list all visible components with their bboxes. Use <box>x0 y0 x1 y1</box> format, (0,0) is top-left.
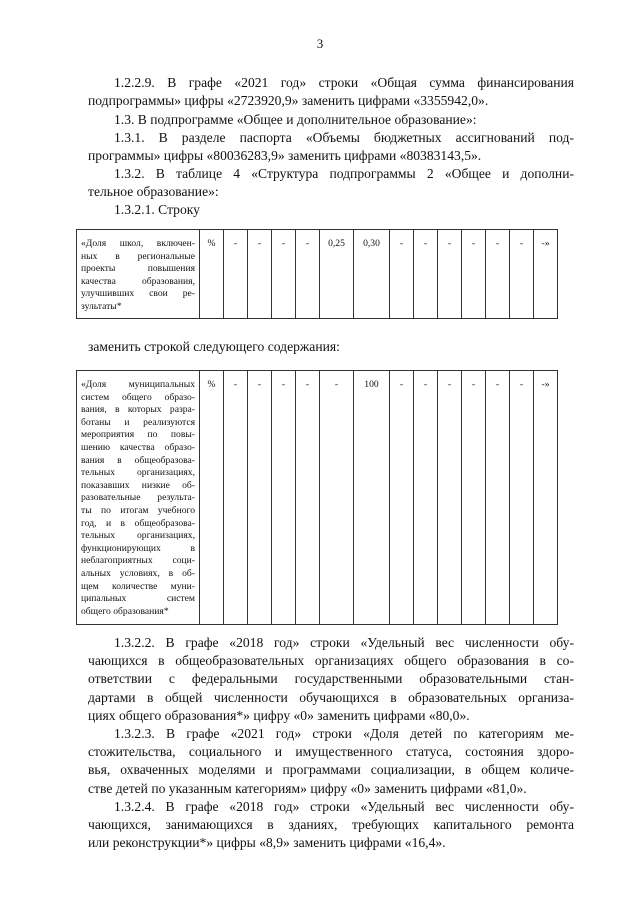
value-cell <box>462 230 486 319</box>
cell-value: - <box>495 238 500 249</box>
value-cell <box>320 371 354 625</box>
desc-line: «Доля муниципальных <box>81 379 195 390</box>
desc-line: вания, в которых разра- <box>81 404 195 416</box>
cell-value: - <box>281 379 286 390</box>
cell-value: 0,30 <box>363 238 380 249</box>
value-cell <box>390 230 414 319</box>
value-cell <box>296 371 320 625</box>
cell-value: -» <box>541 238 550 249</box>
indicator-description <box>77 230 200 319</box>
desc-line: год, и в общеобразова- <box>81 517 195 529</box>
desc-line: ты по итогам учебного <box>81 504 195 516</box>
value-cell <box>414 371 438 625</box>
cell-value: - <box>471 238 476 249</box>
cell-value: - <box>519 238 524 249</box>
paragraph-1-3-2-2 <box>88 634 574 725</box>
cell-value: 0,25 <box>328 238 345 249</box>
value-cell <box>438 371 462 625</box>
desc-line: мероприятия по повы- <box>81 429 195 441</box>
cell-value: % <box>207 238 216 249</box>
value-cell <box>272 371 296 625</box>
text-line: чающихся в общеобразовательных организациях общего образования в со- <box>88 653 574 669</box>
text-line: 1.3.2.1. Строку <box>114 202 200 217</box>
desc-line: общего образования* <box>81 605 169 617</box>
value-cell <box>296 230 320 319</box>
value-cell <box>534 371 558 625</box>
paragraph-1-3 <box>88 111 574 129</box>
cell-value: - <box>305 379 310 390</box>
unit-cell <box>200 230 224 319</box>
cell-value: - <box>257 238 262 249</box>
paragraph-1-3-2 <box>88 165 574 201</box>
desc-line: ных в региональные <box>81 250 195 262</box>
desc-line: качества образования, <box>81 275 195 287</box>
desc-line: щем количестве муни- <box>81 580 195 592</box>
text-line: ответствии с федеральными государственными образовательными стан- <box>88 671 574 687</box>
text-line: 1.3.2.4. В графе «2018 год» строки «Удельный вес численности обу- <box>114 799 574 814</box>
text-line: программы» цифры «80036283,9» заменить цифрами «80383143,5». <box>88 148 482 164</box>
desc-line: зультаты* <box>81 300 122 312</box>
value-cell <box>534 230 558 319</box>
desc-line: «Доля школ, включен- <box>81 238 195 249</box>
text-line: 1.3. В подпрограмме «Общее и дополнительное образование»: <box>114 112 477 127</box>
value-cell <box>248 371 272 625</box>
value-cell <box>486 371 510 625</box>
indicator-description <box>77 371 200 625</box>
cell-value: - <box>471 379 476 390</box>
new-row-table <box>76 370 558 625</box>
text-line: чающихся, занимающихся в зданиях, требующих капитального ремонта <box>88 817 574 833</box>
cell-value: - <box>334 379 339 390</box>
cell-value: - <box>257 379 262 390</box>
text-line: тельное образование»: <box>88 184 219 200</box>
paragraph-1-2-2-9 <box>88 74 574 110</box>
value-cell <box>510 230 534 319</box>
value-cell <box>486 230 510 319</box>
cell-value: - <box>281 238 286 249</box>
old-row-table <box>76 229 558 319</box>
desc-line: тельных организациях, <box>81 467 195 479</box>
cell-value: % <box>207 379 216 390</box>
cell-value: - <box>495 379 500 390</box>
cell-value: - <box>233 379 238 390</box>
cell-value: - <box>447 379 452 390</box>
cell-value: -» <box>541 379 550 390</box>
paragraph-1-3-2-3 <box>88 725 574 798</box>
replace-instruction <box>88 338 574 356</box>
desc-line: альных условиях, в об- <box>81 567 195 579</box>
paragraph-1-3-2-4 <box>88 798 574 853</box>
value-cell <box>438 230 462 319</box>
text-line: вья, охваченных моделями и программами социализации, в общем количе- <box>88 762 574 778</box>
text-line: циях общего образования*» цифру «0» заменить цифрами «80,0». <box>88 707 470 723</box>
cell-value: 100 <box>364 379 379 390</box>
desc-line: ботаны и реализуются <box>81 416 195 428</box>
page-number: 3 <box>316 36 324 51</box>
desc-line: функционирующих в <box>81 542 195 554</box>
desc-line: разовательные результа- <box>81 492 195 504</box>
text-line: заменить строкой следующего содержания: <box>88 339 340 354</box>
value-cell <box>320 230 354 319</box>
text-line: 1.3.2.2. В графе «2018 год» строки «Удельный вес численности обу- <box>114 635 574 650</box>
desc-line: ципальных систем <box>81 593 195 605</box>
desc-line: систем общего образо- <box>81 391 195 403</box>
value-cell <box>510 371 534 625</box>
text-line: стожительства, социального и имущественного статуса, состояния здоро- <box>88 744 574 760</box>
value-cell <box>462 371 486 625</box>
value-cell <box>354 371 390 625</box>
text-line: или реконструкции*» цифры «8,9» заменить цифрами «16,4». <box>88 835 446 851</box>
cell-value: - <box>305 238 310 249</box>
text-line: 1.2.2.9. В графе «2021 год» строки «Общая сумма финансирования <box>114 75 574 90</box>
cell-value: - <box>519 379 524 390</box>
value-cell <box>390 371 414 625</box>
desc-line: тельных организациях, <box>81 530 195 542</box>
value-cell <box>224 371 248 625</box>
cell-value: - <box>423 238 428 249</box>
unit-cell <box>200 371 224 625</box>
desc-line: показавших низкие об- <box>81 479 195 491</box>
value-cell <box>414 230 438 319</box>
text-line: подпрограммы» цифры «2723920,9» заменить цифрами «3355942,0». <box>88 93 489 109</box>
desc-line: вания в общеобразова- <box>81 454 195 466</box>
desc-line: неблагоприятных соци- <box>81 555 195 567</box>
cell-value: - <box>423 379 428 390</box>
desc-line: улучшивших свои ре- <box>81 288 195 300</box>
cell-value: - <box>447 238 452 249</box>
value-cell <box>224 230 248 319</box>
paragraph-1-3-2-1 <box>88 201 574 219</box>
text-line: 1.3.1. В разделе паспорта «Объемы бюджетных ассигнований под- <box>114 130 574 145</box>
cell-value: - <box>399 379 404 390</box>
cell-value: - <box>233 238 238 249</box>
value-cell <box>354 230 390 319</box>
value-cell <box>248 230 272 319</box>
text-line: стве детей по указанным категориям» цифру «0» заменить цифрами «81,0». <box>88 780 527 796</box>
text-line: 1.3.2.3. В графе «2021 год» строки «Доля детей по категориям ме- <box>114 726 574 741</box>
desc-line: проекты повышения <box>81 263 195 275</box>
text-line: 1.3.2. В таблице 4 «Структура подпрограммы 2 «Общее и дополни- <box>114 166 574 181</box>
text-line: дартами в общей численности обучающихся в образовательных организа- <box>88 689 574 705</box>
desc-line: шению качества образо- <box>81 441 195 453</box>
cell-value: - <box>399 238 404 249</box>
paragraph-1-3-1 <box>88 129 574 165</box>
value-cell <box>272 230 296 319</box>
